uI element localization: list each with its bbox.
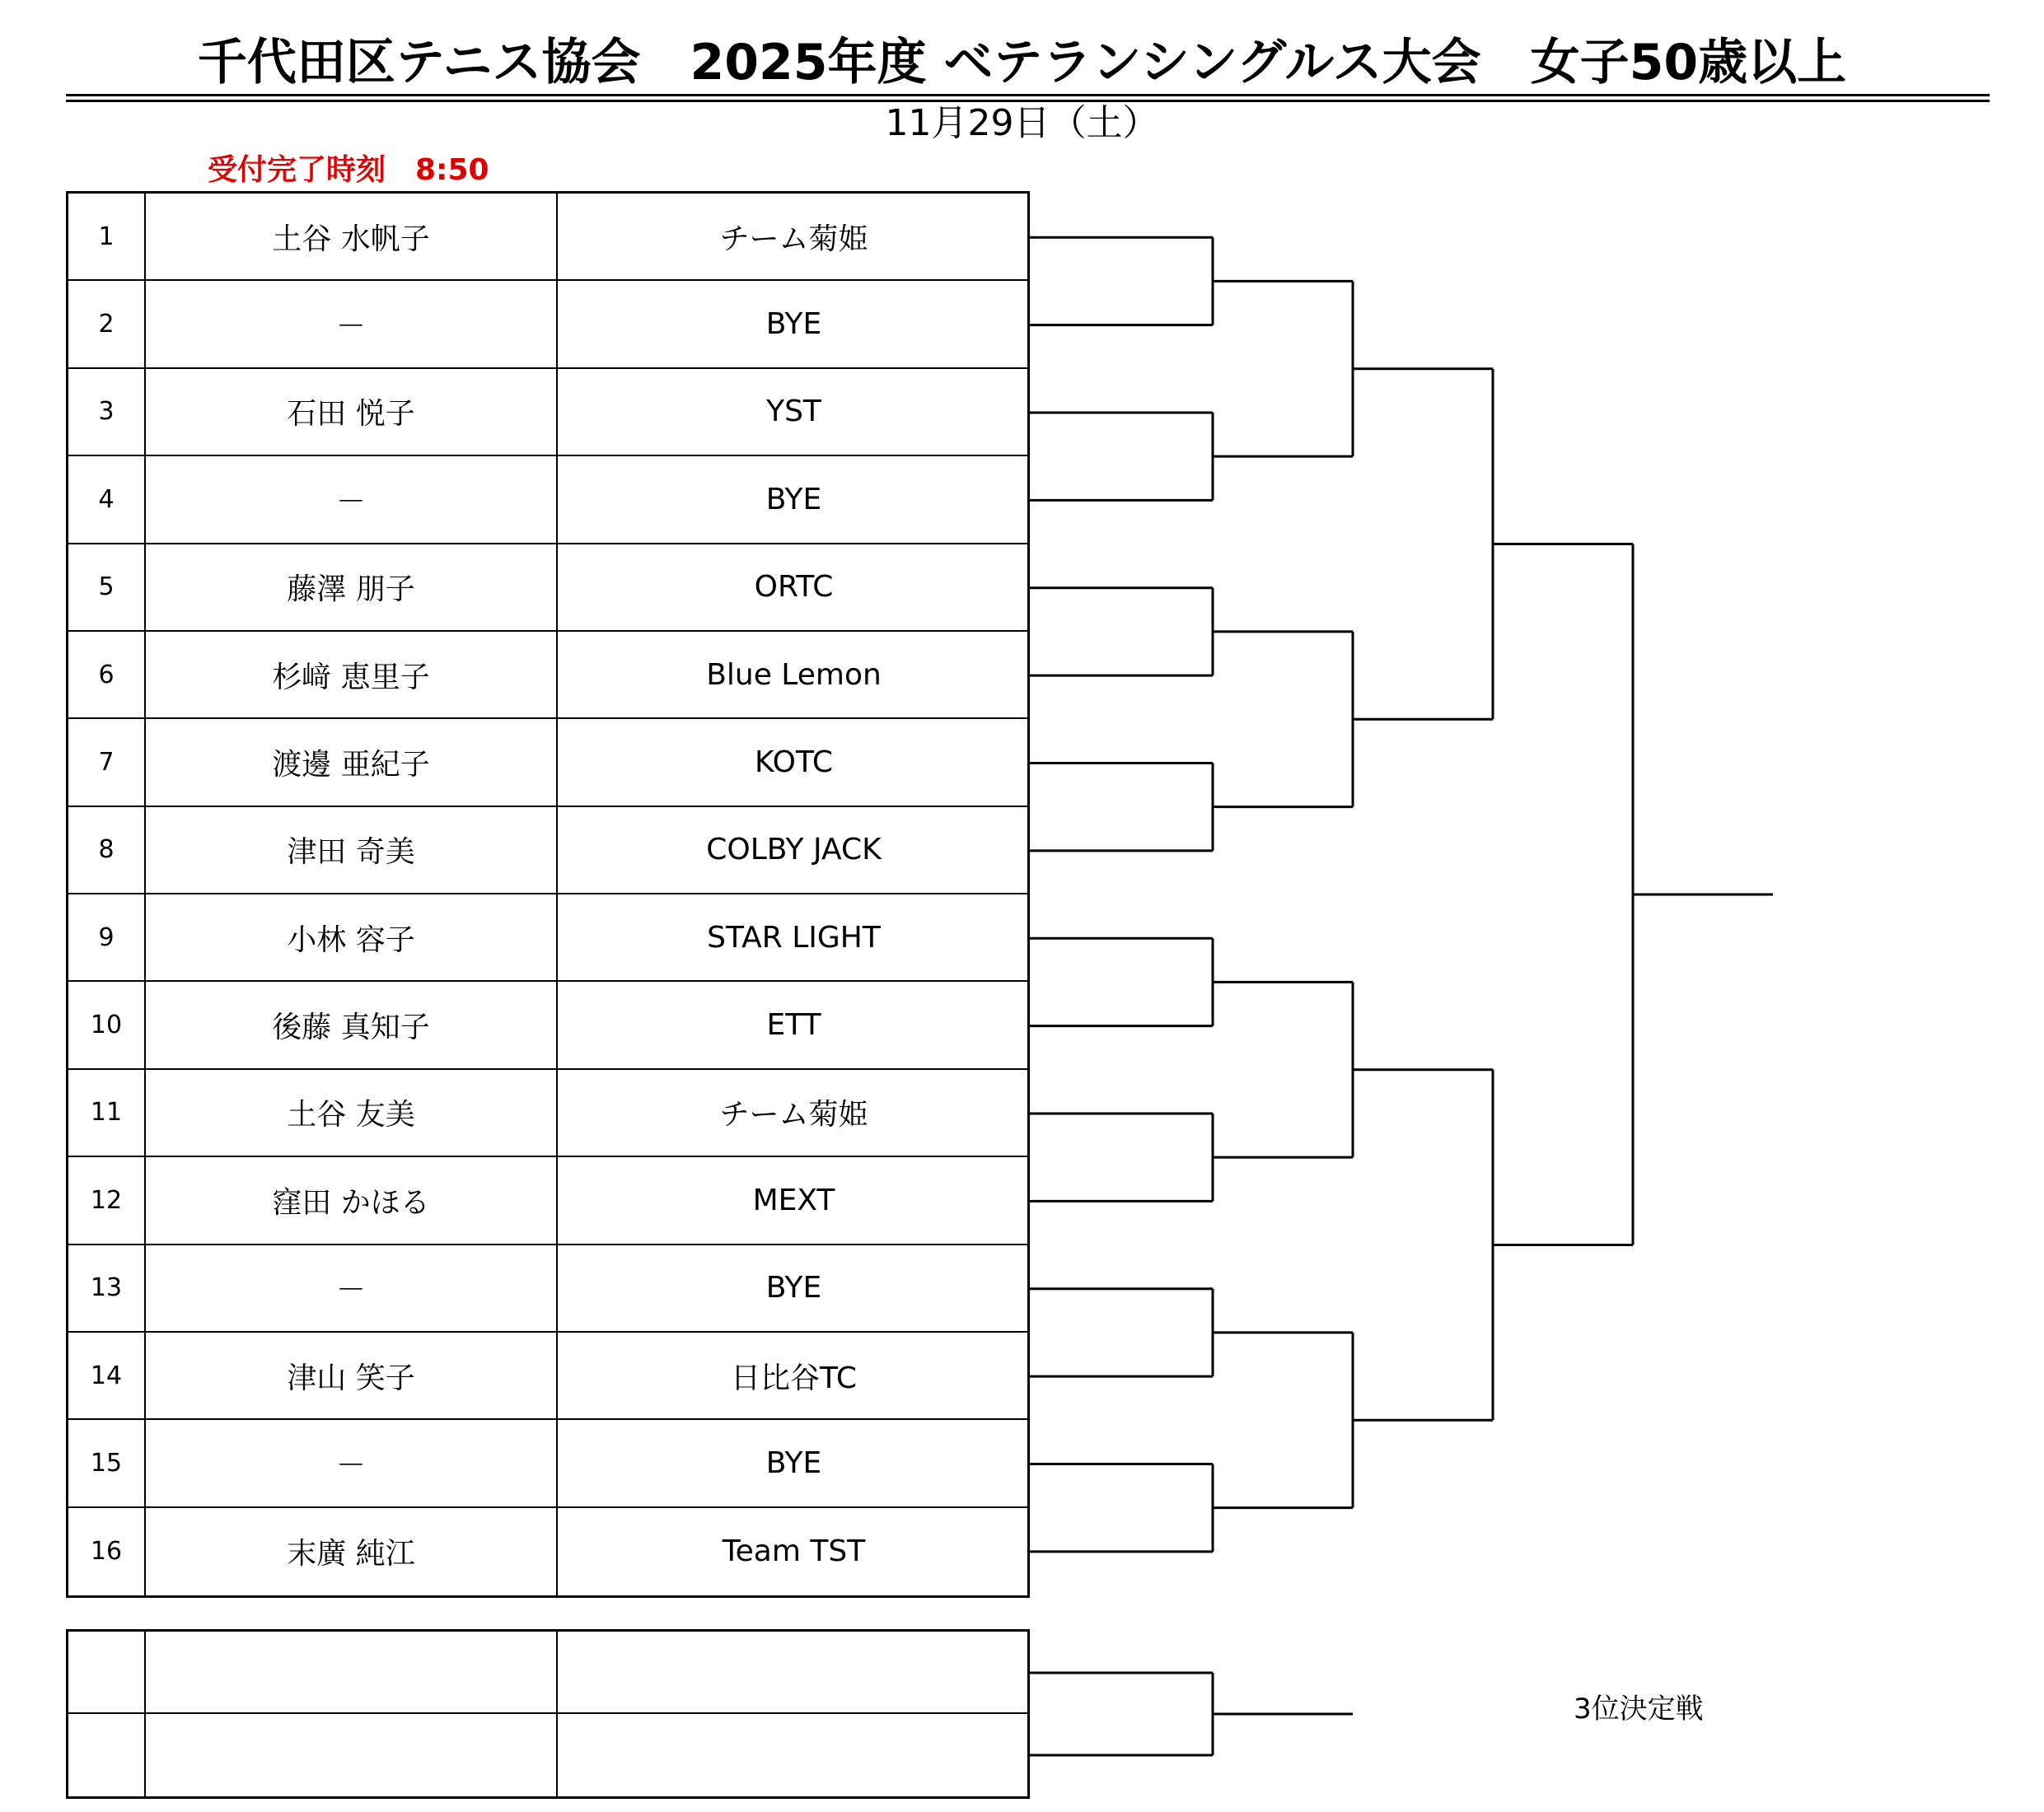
seed-cell: 1 [68,194,146,279]
player-name-cell: 津山 笑子 [146,1333,558,1418]
player-name-cell: － [146,281,558,367]
player-name-cell: 末廣 純江 [146,1508,558,1595]
seed-cell: 8 [68,807,146,893]
club-cell: チーム菊姫 [719,1098,868,1132]
seed-cell: 5 [68,544,146,630]
player-name-cell: 渡邊 亜紀子 [146,719,558,805]
seed-cell: 3 [68,369,146,455]
player-name-cell: － [146,456,558,542]
seed-cell: 13 [68,1245,146,1331]
seed-cell: 7 [68,719,146,805]
club-cell: チーム菊姫 [719,222,868,256]
club-cell: COLBY JACK [706,833,882,867]
seed-cell: 11 [68,1070,146,1156]
club-cell: BYE [765,307,822,342]
club-cell: STAR LIGHT [707,920,881,955]
player-name-cell: － [146,1420,558,1506]
player-name-cell: 窪田 かほる [146,1157,558,1243]
player-name-cell: 小林 容子 [146,894,558,980]
player-name-cell: 後藤 真知子 [146,982,558,1067]
club-cell: BYE [765,1271,822,1305]
seed-cell: 10 [68,982,146,1067]
seed-cell: 9 [68,894,146,980]
club-cell: KOTC [755,745,833,779]
player-name-cell: 土谷 友美 [146,1070,558,1156]
player-name-cell: 藤澤 朋子 [146,544,558,630]
seed-cell: 6 [68,632,146,717]
third-place-label: 3位決定戦 [1574,1693,1704,1726]
club-cell: ETT [766,1008,821,1043]
event-date: 11月29日（土） [885,102,1159,144]
seed-cell: 15 [68,1420,146,1506]
seed-cell: 2 [68,281,146,367]
player-name-cell: 土谷 水帆子 [146,194,558,279]
player-name-cell: － [146,1245,558,1331]
page-title: 千代田区テニス協会 2025年度 ベテランシングルス大会 女子50歳以上 [197,34,1847,91]
club-cell: YST [766,395,821,429]
club-cell: ORTC [754,570,834,605]
club-cell: MEXT [752,1183,835,1217]
seed-cell: 12 [68,1157,146,1243]
player-name-cell: 杉﨑 恵里子 [146,632,558,717]
club-cell: Blue Lemon [706,657,882,692]
player-name-cell: 石田 悦子 [146,369,558,455]
club-cell: BYE [765,1445,822,1480]
club-cell: 日比谷TC [730,1361,858,1395]
seed-cell: 14 [68,1333,146,1418]
seed-cell: 16 [68,1508,146,1595]
reception-deadline: 受付完了時刻 8:50 [208,153,489,187]
seed-cell: 4 [68,456,146,542]
club-cell: BYE [765,482,822,516]
club-cell: Team TST [722,1534,866,1569]
player-name-cell: 津田 奇美 [146,807,558,893]
